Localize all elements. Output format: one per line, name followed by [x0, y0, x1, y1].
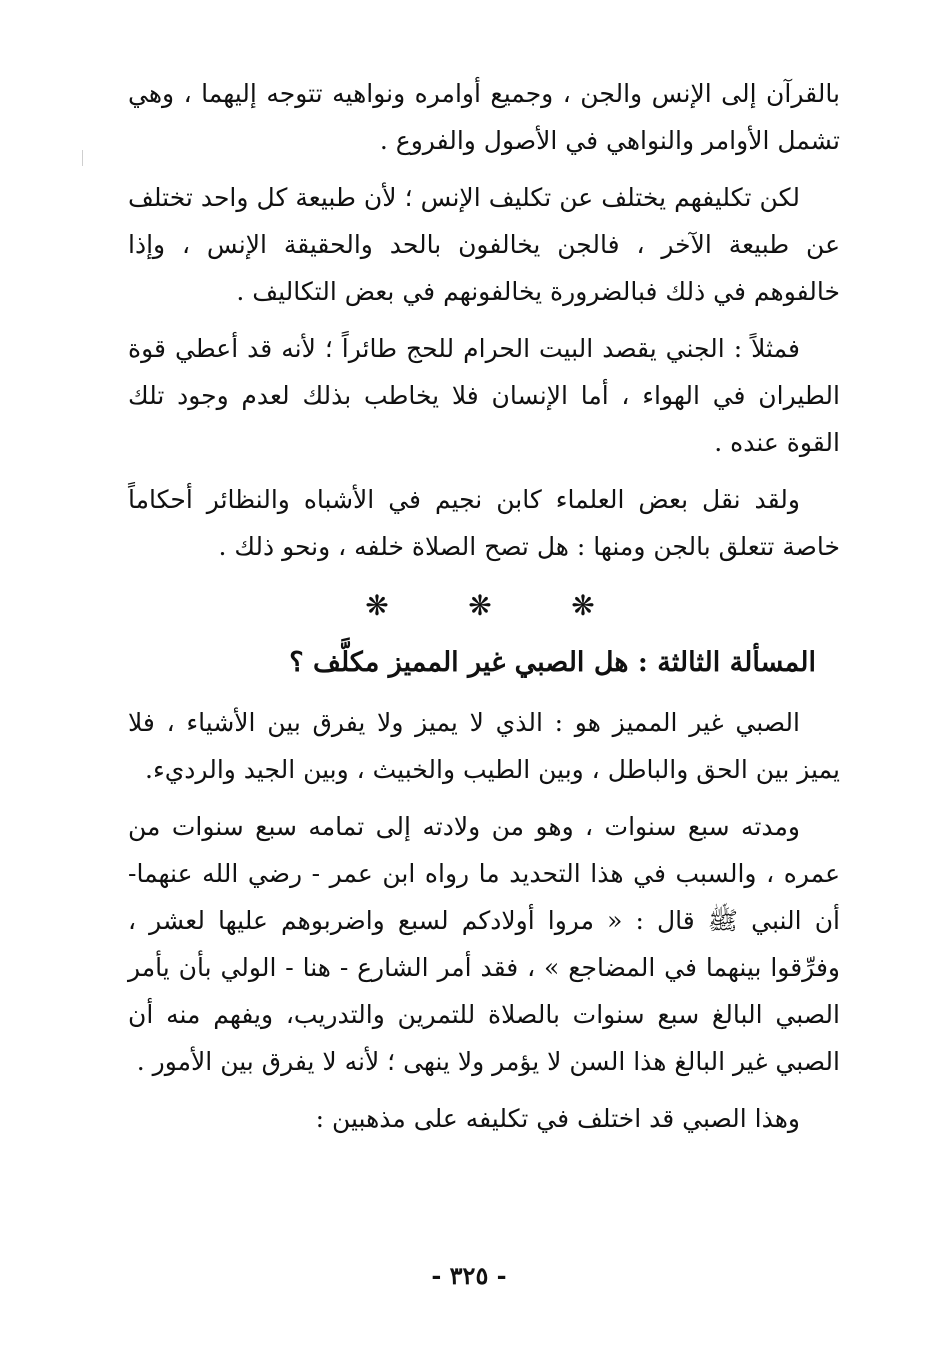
paragraph-two-schools: وهذا الصبي قد اختلف في تكليفه على مذهبين :	[315, 1104, 800, 1133]
paragraph-seven-years-hadith: ومدته سبع سنوات ، وهو من ولادته إلى تمامه سبع سنوات من عمره ، والسبب في هذا التحديد ما رواه ابن عمر - رضي الله عنهما- أن النبي ﷺ قال : « مروا أولادكم لسبع واضربوهم عليها لعشر ، وفرِّقوا بينهما في المضاجع » ، فقد أمر الشارع - هنا - الولي بأن يأمر الصبي البالغ سبع سنوات بالصلاة للتمرين والتدريب، ويفهم منه أن الصبي غير البالغ هذا السن لا يؤمر ولا ينهى ؛ لأنه لا يفرق بين الأمور .	[128, 812, 840, 1076]
top-text-section	[128, 70, 840, 570]
page-number: - ٣٢٥ -	[431, 1261, 507, 1290]
bottom-text-section	[128, 699, 840, 1142]
asterism-icon: ❋	[365, 589, 389, 622]
paragraph-non-discerning-child: الصبي غير المميز هو : الذي لا يميز ولا يفرق بين الأشياء ، فلا يميز بين الحق والباطل ، وبين الطيب والخبيث ، وبين الجيد والرديء.	[128, 708, 840, 784]
section-separator	[360, 589, 600, 623]
paragraph-jinn-pilgrimage-example: فمثلاً : الجني يقصد البيت الحرام للحج طائراً ؛ لأنه قد أعطي قوة الطيران في الهواء ، أما الإنسان فلا يخاطب بذلك لعدم وجود تلك القوة عنده .	[128, 334, 840, 457]
section-heading: المسألة الثالثة : هل الصبي غير المميز مكلَّف ؟	[289, 647, 816, 678]
margin-mark	[82, 150, 83, 166]
paragraph-quran-jinn: بالقرآن إلى الإنس والجن ، وجميع أوامره ونواهيه تتوجه إليهما ، وهي تشمل الأوامر والنواهي في الأصول والفروع .	[128, 79, 840, 155]
paragraph-jinn-obligation: لكن تكليفهم يختلف عن تكليف الإنس ؛ لأن طبيعة كل واحد تختلف عن طبيعة الآخر ، فالجن يخالفون بالحد والحقيقة الإنس ، وإذا خالفوهم في ذلك فبالضرورة يخالفونهم في بعض التكاليف .	[128, 183, 841, 306]
asterism-icon: ❋	[571, 589, 595, 622]
paragraph-ibn-nujaym: ولقد نقل بعض العلماء كابن نجيم في الأشباه والنظائر أحكاماً خاصة تتعلق بالجن ومنها : هل تصح الصلاة خلفه ، ونحو ذلك .	[128, 485, 840, 561]
asterism-icon: ❋	[468, 589, 492, 622]
